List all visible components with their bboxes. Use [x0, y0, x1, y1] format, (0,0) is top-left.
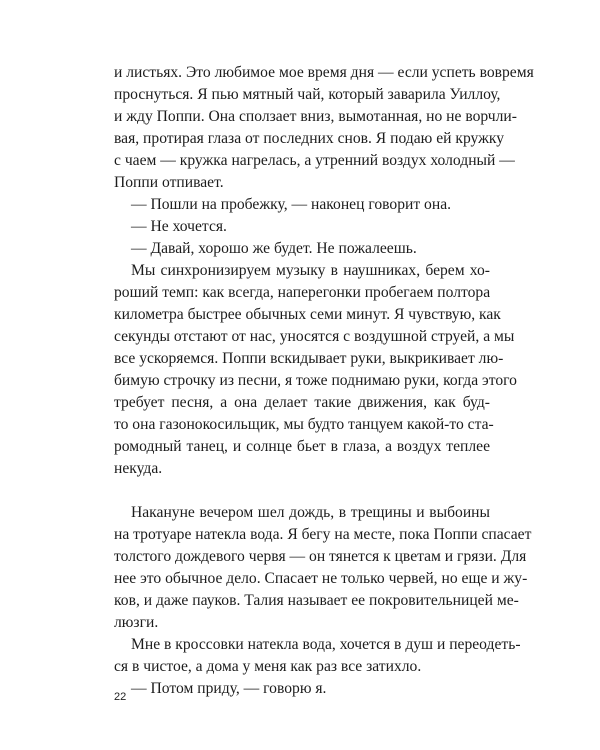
text-line: роший темп: как всегда, наперегонки пробегаем полтора: [114, 284, 491, 301]
text-line: некуда.: [114, 460, 163, 477]
text-line: и жду Поппи. Она сползает вниз, вымотанная, но не ворчли-: [114, 108, 517, 125]
text-line: все ускоряемся. Поппи вскидывает руки, выкрикивает лю-: [114, 350, 504, 367]
text-line: на тротуаре натекла вода. Я бегу на месте, пока Поппи спасает: [114, 526, 532, 543]
text-line: проснуться. Я пью мятный чай, который заварила Уиллоу,: [114, 86, 501, 103]
page-number: 22: [114, 691, 127, 703]
dialogue-line: — Давай, хорошо же будет. Не пожалеешь.: [131, 240, 417, 257]
text-line: нее это обычное дело. Спасает не только червей, но еще и жу-: [114, 570, 528, 587]
text-line: ромодный танец, и солнце бьет в глаза, а воздух теплее: [114, 438, 490, 455]
text-line: требует песня, а она делает такие движения, как буд-: [114, 394, 490, 411]
dialogue-line: — Пошли на пробежку, — наконец говорит она.: [131, 196, 452, 213]
text-line: секунды отстают от нас, уносятся с воздушной струей, а мы: [114, 328, 515, 345]
text-line: ся в чистое, а дома у меня как раз все затихло.: [114, 658, 422, 675]
text-line: бимую строчку из песни, я тоже поднимаю руки, когда этого: [114, 372, 517, 389]
text-line: толстого дождевого червя — он тянется к цветам и грязи. Для: [114, 548, 527, 565]
text-line: километра быстрее обычных семи минут. Я чувствую, как: [114, 306, 501, 323]
text-line: Поппи отпивает.: [114, 174, 224, 191]
text-line: Накануне вечером шел дождь, в трещины и выбоины: [131, 504, 490, 521]
text-line: с чаем — кружка нагрелась, а утренний воздух холодный —: [114, 152, 515, 169]
text-line: ков, и даже пауков. Талия называет ее покровительницей ме-: [114, 592, 519, 609]
dialogue-line: — Не хочется.: [131, 218, 227, 235]
text-line: то она газонокосильщик, мы будто танцуем какой-то ста-: [114, 416, 494, 433]
text-line: Мы синхронизируем музыку в наушниках, берем хо-: [131, 262, 490, 279]
text-line: и листьях. Это любимое мое время дня — если успеть вовремя: [114, 64, 534, 81]
text-line: люзги.: [114, 614, 159, 631]
dialogue-line: — Потом приду, — говорю я.: [131, 680, 327, 697]
text-line: вая, протирая глаза от последних снов. Я подаю ей кружку: [114, 130, 505, 147]
text-line: Мне в кроссовки натекла вода, хочется в душ и переодеть-: [131, 636, 521, 653]
